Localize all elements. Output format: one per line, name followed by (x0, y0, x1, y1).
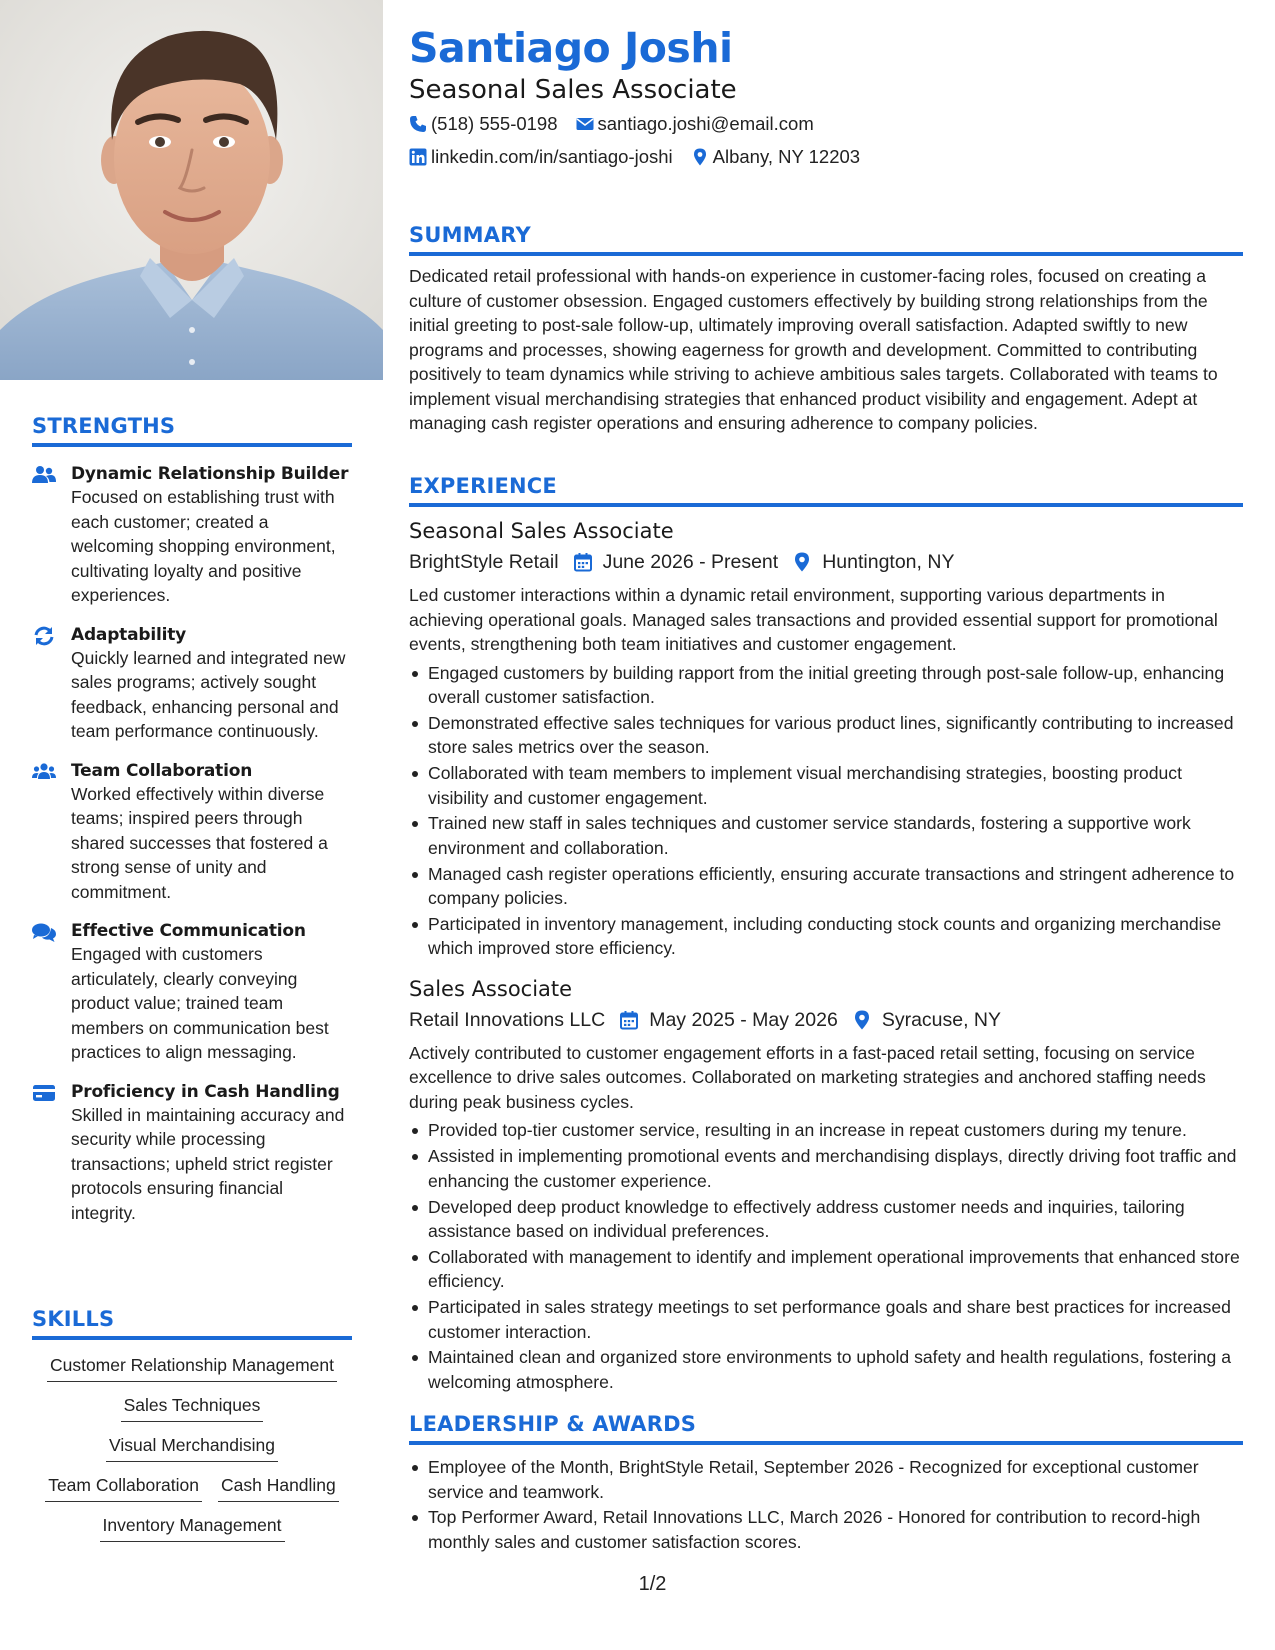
location-text: Albany, NY 12203 (712, 146, 861, 167)
contact-phone[interactable] (409, 113, 558, 135)
linkedin-text: linkedin.com/in/santiago-joshi (431, 146, 673, 167)
job-title: Sales Associate (409, 976, 573, 1001)
list-item: Developed deep product knowledge to effectively address customer needs and inquiries, tailoring assistance based on individual preferences. (409, 1195, 1243, 1244)
skill-tag: Customer Relationship Management (47, 1350, 337, 1382)
list-item: Trained new staff in sales techniques and customer service standards, fostering a supportive work environment and collaboration. (409, 811, 1243, 860)
strength-desc: Worked effectively within diverse teams; inspired peers through shared successes that fostered a strong sense of unity and commitment. (71, 783, 328, 902)
contact-linkedin[interactable] (409, 146, 673, 168)
list-item: Participated in sales strategy meetings to set performance goals and share best practices for increased customer interaction. (409, 1295, 1243, 1344)
strength-item (32, 624, 352, 744)
strength-desc: Engaged with customers articulately, clearly conveying product value; trained team members on communication best practices to align messaging. (71, 944, 329, 1062)
strength-desc: Skilled in maintaining accuracy and security while processing transactions; upheld strict register protocols ensuring financial integrity. (71, 1104, 345, 1223)
list-item: Managed cash register operations efficiently, ensuring accurate transactions and stringent adherence to company policies. (409, 862, 1243, 911)
candidate-name: Santiago Joshi (409, 24, 733, 72)
job-bullets (409, 661, 1243, 961)
job-bullets (409, 1118, 1243, 1394)
job-location: Syracuse, NY (881, 1008, 1002, 1031)
page-number: 1/2 (638, 1573, 667, 1595)
strength-title: Team Collaboration (71, 760, 253, 781)
job-description: Led customer interactions within a dynamic retail environment, supporting various departments in achieving operational goals. Managed sales transactions and provided essential support for promotional events, strengthening both team initiatives and customer engagement. (409, 585, 1218, 654)
skills-title: SKILLS (32, 1307, 115, 1331)
map-pin-icon (691, 148, 709, 166)
contact-email[interactable] (576, 113, 814, 135)
strength-title: Proficiency in Cash Handling (71, 1081, 340, 1102)
job-dates: June 2026 - Present (602, 551, 779, 573)
profile-photo (0, 0, 383, 380)
experience-title: EXPERIENCE (409, 474, 557, 498)
map-pin-icon (852, 1010, 872, 1030)
skill-tag: Team Collaboration (45, 1470, 202, 1502)
strength-title: Effective Communication (71, 921, 306, 941)
list-item: Top Performer Award, Retail Innovations LLC, March 2026 - Honored for contribution to record-high monthly sales and customer satisfaction scores. (409, 1505, 1243, 1554)
calendar-icon (573, 552, 593, 572)
list-item: Collaborated with team members to implement visual merchandising strategies, boosting product visibility and customer engagement. (409, 761, 1243, 810)
map-pin-icon (792, 552, 812, 572)
contact-row (409, 146, 860, 168)
strength-item (32, 1081, 352, 1226)
job-location: Huntington, NY (822, 551, 955, 573)
envelope-icon (576, 115, 594, 133)
company-name: BrightStyle Retail (409, 551, 559, 573)
candidate-role: Seasonal Sales Associate (409, 75, 737, 105)
contact-location (691, 146, 860, 168)
list-item: Provided top-tier customer service, resulting in an increase in repeat customers during my tenure. (409, 1118, 1243, 1143)
strength-title: Adaptability (71, 624, 187, 645)
summary-section (409, 223, 1243, 436)
strength-item (32, 463, 352, 608)
strength-item (32, 760, 352, 905)
list-item: Assisted in implementing promotional events and merchandising displays, directly driving foot traffic and enhancing the customer experience. (409, 1144, 1243, 1193)
skill-tag: Visual Merchandising (106, 1430, 278, 1462)
strength-item (32, 920, 352, 1065)
section-divider (32, 1336, 352, 1340)
job-dates: May 2025 - May 2026 (649, 1008, 838, 1031)
summary-text: Dedicated retail professional with hands-on experience in customer-facing roles, focused on creating a culture of customer obsession. Engaged customers effectively by building strong relationships from the initial greeting to post-sale follow-up, ultimately improving overall satisfaction. Adapted swiftly to new programs and processes, showing eagerness for growth and development. Committed to contributing positively to team dynamics while striving to achieve ambitious sales targets. Collaborated with teams to implement visual merchandising strategies that enhanced product visibility and engagement. Adept at managing cash register operations and ensuring adherence to company policies. (409, 266, 1218, 433)
list-item: Engaged customers by building rapport from the initial greeting through post-sale follow-up, enhancing overall customer satisfaction. (409, 661, 1243, 710)
section-divider (409, 1441, 1243, 1445)
award-list (409, 1455, 1243, 1554)
list-item: Demonstrated effective sales techniques for various product lines, significantly contributing to increased store sales metrics over the season. (409, 711, 1243, 760)
contact-row (409, 113, 814, 135)
user-group-icon (32, 465, 56, 485)
job-entry (409, 517, 1243, 961)
job-title: Seasonal Sales Associate (409, 519, 674, 543)
job-meta (409, 1007, 1243, 1033)
phone-icon (409, 115, 427, 133)
skill-tag: Sales Techniques (121, 1390, 264, 1422)
strength-desc: Quickly learned and integrated new sales programs; actively sought feedback, enhancing personal and team performance continuously. (71, 647, 346, 741)
strengths-title: STRENGTHS (32, 414, 176, 438)
list-item: Participated in inventory management, including conducting stock counts and organizing merchandise which improved store efficiency. (409, 912, 1243, 961)
skill-tag: Inventory Management (100, 1510, 285, 1542)
list-item: Collaborated with management to identify and implement operational improvements that enhanced store efficiency. (409, 1245, 1243, 1294)
left-column (0, 0, 383, 1650)
leadership-title: LEADERSHIP & AWARDS (409, 1412, 697, 1436)
email-text: santiago.joshi@email.com (597, 113, 814, 134)
strength-desc: Focused on establishing trust with each customer; created a welcoming shopping environment, cultivating loyalty and positive experiences. (71, 487, 336, 605)
experience-section (409, 474, 1243, 1394)
summary-title: SUMMARY (409, 223, 531, 247)
list-item: Maintained clean and organized store environments to uphold safety and health regulations, fostering a welcoming atmosphere. (409, 1345, 1243, 1394)
job-description: Actively contributed to customer engagement efforts in a fast-paced retail setting, focusing on service excellence to drive sales outcomes. Collaborated on marketing strategies and anchored staffing needs during peak business cycles. (409, 1042, 1206, 1112)
users-icon (32, 762, 56, 782)
linkedin-icon (409, 148, 427, 166)
section-divider (32, 443, 352, 447)
skills-section (32, 1307, 352, 1542)
skill-tag: Cash Handling (218, 1470, 339, 1502)
phone-text: (518) 555-0198 (431, 113, 558, 134)
calendar-icon (619, 1010, 639, 1030)
job-entry (409, 975, 1243, 1394)
job-meta (409, 549, 1243, 575)
comments-icon (32, 922, 56, 942)
section-divider (409, 503, 1243, 507)
strength-title: Dynamic Relationship Builder (71, 464, 349, 484)
skill-list (32, 1350, 352, 1542)
credit-card-icon (32, 1083, 56, 1103)
section-divider (409, 252, 1243, 256)
list-item: Employee of the Month, BrightStyle Retail, September 2026 - Recognized for exceptional customer service and teamwork. (409, 1455, 1243, 1504)
refresh-icon (32, 626, 56, 646)
leadership-section (409, 1412, 1243, 1554)
strengths-section (32, 414, 352, 1225)
company-name: Retail Innovations LLC (409, 1008, 606, 1031)
